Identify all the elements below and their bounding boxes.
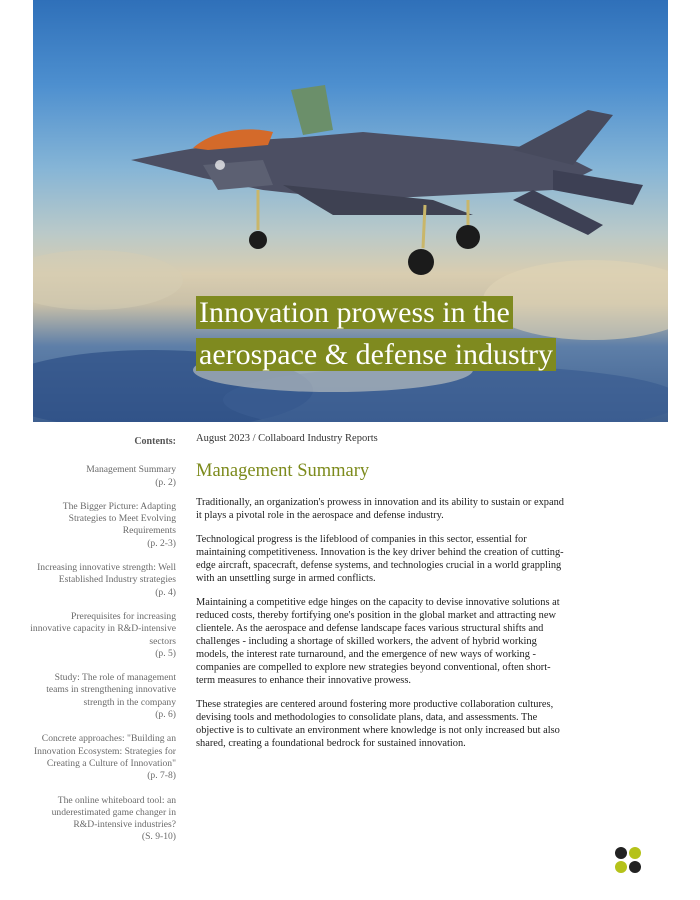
paragraph-2: Technological progress is the lifeblood of companies in this sector, essential for maintaining competitiveness. Innovation is the key driver behind the creation of cutting-edge aircraft, spacecraft, defense systems, and technologies crucial in a world grappling with an unsettling surge in armed conflicts. — [196, 534, 564, 584]
hero-title-line-1: Innovation prowess in the — [196, 296, 513, 329]
hero-image — [33, 0, 668, 422]
toc-item-concrete-approaches[interactable] — [30, 733, 176, 782]
toc-item-page: (p. 2-3) — [147, 537, 176, 549]
paragraph-1: Traditionally, an organization's prowess in innovation and its ability to sustain or expand it plays a pivotal role in the aerospace and defense industry. — [196, 497, 564, 521]
report-meta: August 2023 / Collaboard Industry Reports — [196, 433, 378, 444]
toc-item-innovative-strength[interactable] — [30, 562, 176, 599]
toc-item-label: Prerequisites for increasing innovative capacity in R&D-intensive sectors — [30, 610, 176, 647]
toc-item-label: Study: The role of management teams in strengthening innovative strength in the company — [46, 672, 176, 708]
toc-item-label: Increasing innovative strength: Well Established Industry strategies — [37, 562, 176, 586]
toc-item-bigger-picture[interactable] — [30, 501, 176, 550]
paragraph-3: Maintaining a competitive edge hinges on the capacity to devise innovative solutions at reduced costs, thereby fortifying one's position in the global market and attracting new clientele. As the aerospace and defense landscape faces various structural shifts and challenges - including a shortage of skilled workers, the advent of hybrid working models, the interest rate turnaround, and the emergence of new ways of working - companies are compelled to explore new strategies beyond conventional, often short-term measures to enhance their innovative prowess. — [196, 597, 560, 686]
toc-item-online-whiteboard[interactable] — [30, 795, 176, 844]
toc-item-study[interactable] — [30, 672, 176, 721]
toc-item-page: (p. 6) — [155, 709, 176, 721]
toc-item-page: (p. 4) — [155, 586, 176, 598]
section-title: Management Summary — [196, 461, 370, 481]
toc-item-page: (p. 5) — [155, 647, 176, 659]
toc-item-label: Management Summary — [86, 464, 176, 476]
hero-title-line-2: aerospace & defense industry — [196, 338, 556, 371]
hero-title — [196, 292, 556, 376]
toc-item-page: (p. 2) — [155, 476, 176, 488]
toc-item-management-summary[interactable] — [30, 464, 176, 489]
collaboard-logo-icon — [614, 846, 642, 874]
toc-item-label: The Bigger Picture: Adapting Strategies to Meet Evolving Requirements — [62, 500, 176, 537]
toc-item-prerequisites[interactable] — [30, 611, 176, 660]
toc-item-label: The online whiteboard tool: an underestimated game changer in R&D-intensive industries? — [51, 794, 176, 831]
table-of-contents — [30, 436, 176, 856]
toc-heading: Contents: — [134, 436, 176, 447]
toc-item-page: (p. 7-8) — [147, 770, 176, 782]
toc-item-label: Concrete approaches: "Building an Innovation Ecosystem: Strategies for Creating a Culture of Innovation" — [33, 733, 176, 769]
toc-item-page: (S. 9-10) — [141, 831, 176, 843]
paragraph-4: These strategies are centered around fostering more productive collaboration cultures, devising tools and methodologies to consolidate plans, data, and assessments. The objective is to cultivate an environment where knowledge is not only increased but also shared, creating a foundational bedrock for sustained innovation. — [196, 699, 560, 749]
main-content — [196, 433, 568, 761]
